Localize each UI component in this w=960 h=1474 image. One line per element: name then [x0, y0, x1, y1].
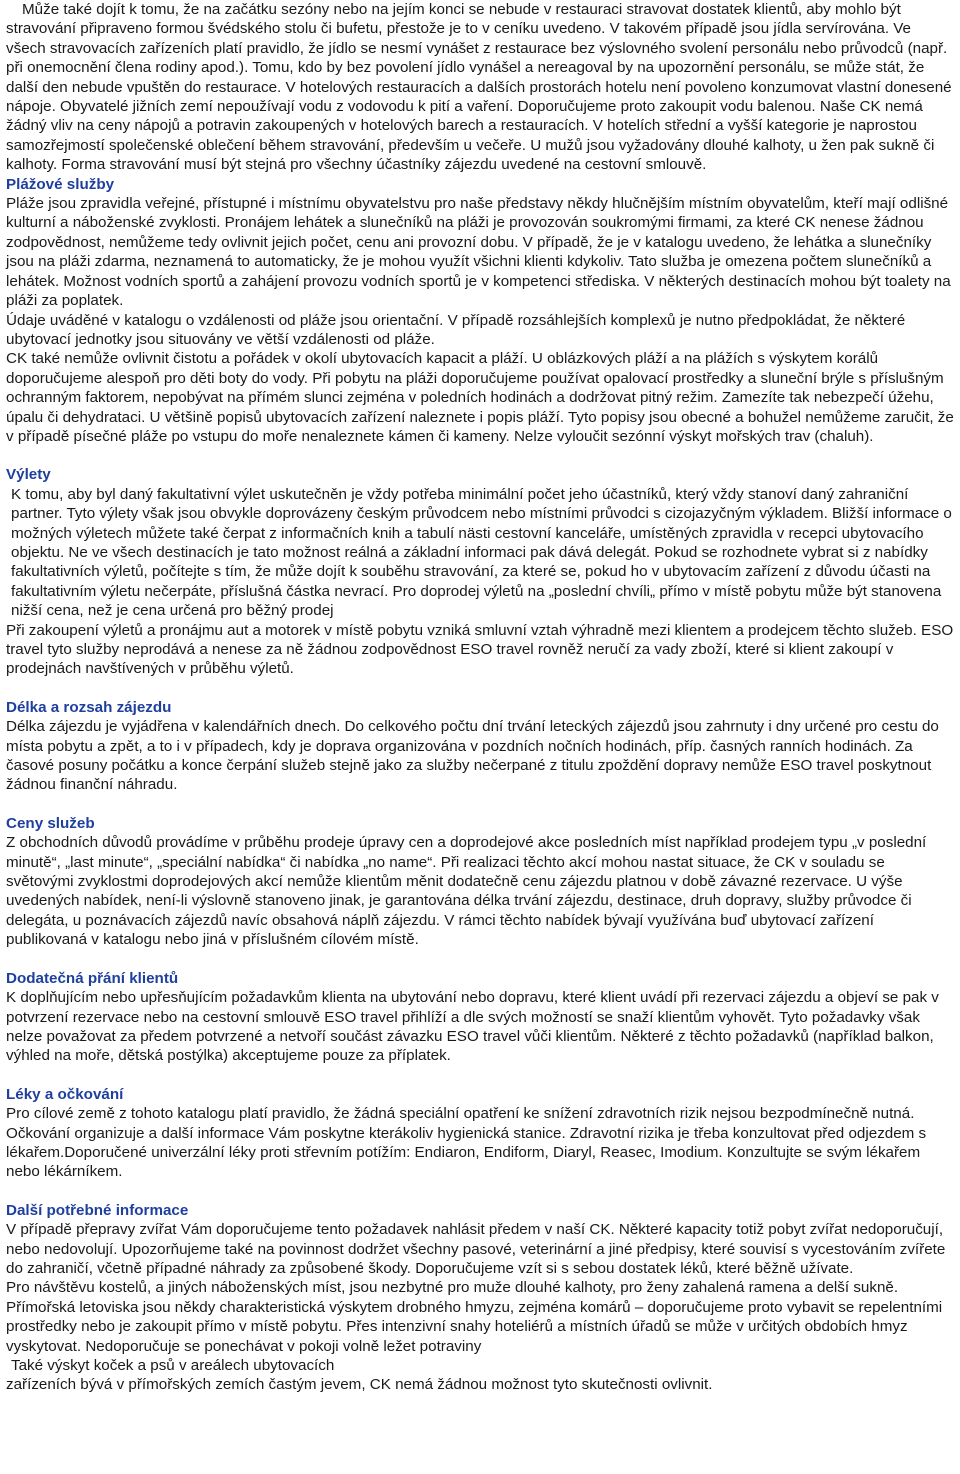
beach-paragraph-2: Údaje uváděné v katalogu o vzdálenosti od pláže jsou orientační. V případě rozsáhlejších komplexů je nutno předpokládat, že některé ubytovací jednotky jsou situovány ve větší vzdálenosti od pláže.	[6, 311, 906, 348]
heading-other: Další potřebné informace	[6, 1201, 189, 1219]
heading-length: Délka a rozsah zájezdu	[6, 698, 172, 716]
length-paragraph-1: Délka zájezdu je vyjádřena v kalendářních dnech. Do celkového počtu dní trvání leteckých zájezdů jsou zahrnuty i dny určené pro cestu do místa pobytu a zpět, a to i v případech, kdy je doprava organizována v pozdních nočních hodinách, příp. časných ranních hodinách. Za časové posuny počátku a konce čerpání služeb stejně jako za služby nečerpané z titulu zpoždění dopravy nemůže ESO travel poskytnout žádnou finanční náhradu.	[6, 718, 939, 794]
other-paragraph-1: V případě přepravy zvířat Vám doporučujeme tento požadavek nahlásit předem v naší CK. Některé kapacity totiž pobyt zvířat nedoporučují, nebo nedovolují. Upozorňujeme také na povinnost dodržet všechny pasové, veterinární a jiné předpisy, které souvisí s vycestováním zvířete do zahraničí, včetně případné náhrady za způsobené škody. Doporučujeme vzít si s sebou dostatek léků, které běžně užívate.	[6, 1221, 946, 1277]
heading-beach: Plážové služby	[6, 175, 115, 193]
heading-prices: Ceny služeb	[6, 814, 95, 832]
section-prices	[6, 814, 954, 950]
beach-paragraph-3: CK také nemůže ovlivnit čistotu a pořádek v okolí ubytovacích kapacit a pláží. U oblázkových pláží a na plážích s výskytem korálů doporučujeme alespoň pro děti boty do vody. Při pobytu na pláži doporučujeme používat opalovací prostředky a sluneční brýle s příslušným ochranným faktorem, nepobývat na přímém slunci zejména v poledních hodinách a dodržovat pitný režim. Zamezíte tak nebezpečí úžehu, úpalu či dehydrataci. U většině popisů ubytovacích zařízení naleznete i popis pláží. Tyto popisy jsou obecné a bohužel nemůžeme zaručit, že v případě písečné pláže po vstupu do moře nenaleznete kámen či kameny. Nelze vyloučit sezónní výskyt mořských trav (chaluh).	[6, 350, 954, 445]
section-medicine	[6, 1085, 954, 1182]
section-length	[6, 698, 954, 795]
section-wishes	[6, 969, 954, 1066]
other-paragraph-4: zařízeních bývá v přímořských zemích častým jevem, CK nemá žádnou možnost tyto skutečnosti ovlivnit.	[6, 1376, 713, 1394]
heading-medicine: Léky a očkování	[6, 1085, 124, 1103]
beach-paragraph-1: Pláže jsou zpravidla veřejné, přístupné i místnímu obyvatelstvu pro naše představy někdy hlučnějším místním obyvatelům, kteří mají odlišné kulturní a náboženské zvyklosti. Pronájem lehátek a slunečníků na pláži je provozován soukromými firmami, za které CK nenese žádnou zodpovědnost, nemůžeme tedy ovlivnit jejich počet, cenu ani provozní dobu. V případě, že je v katalogu uvedeno, že lehátka a slunečníky jsou na pláži zdarma, neznamená to automaticky, že je mohou využít všichni klienti kdykoliv. Tato služba je omezena počtem slunečníků a lehátek. Možnost vodních sportů a zahájení provozu vodních sportů je v kompetenci střediska. V některých destinacích mohou být toalety na pláži za poplatek.	[6, 195, 951, 310]
section-beach	[6, 175, 954, 447]
prices-paragraph-1: Z obchodních důvodů provádíme v průběhu prodeje úpravy cen a doprodejové akce posledních míst například prodejem typu „v poslední minutě“, „last minute“, „speciální nabídka“ či nabídka „no name“. Při realizaci těchto akcí mohou nastat situace, že CK v souladu se světovými zvyklostmi doprodejových akcí nemůže klientům měnit dodatečně cenu zájezdu platnou v době závazné rezervace. U výše uvedených nabídek, není-li výslovně stanoveno jinak, je garantována délka trvání zájezdu, destinace, druh dopravy, služby průvodce či delegáta, u poznávacích zájezdů navíc obsahová náplň zájezdu. V rámci těchto nabídek bývají využívána buď ubytovací zařízení publikovaná v katalogu nebo jiná v příslušném cílovém místě.	[6, 834, 927, 949]
section-trips	[6, 465, 954, 678]
trips-paragraph-2: Při zakoupení výletů a pronájmu aut a motorek v místě pobytu vzniká smluvní vztah výhradně mezi klientem a prodejcem těchto služeb. ESO travel tyto služby neprodává a nenese za ně žádnou zodpovědnost ESO travel rovněž neručí za vady zboží, které si klient zakoupí v prodejnách navštívených v průběhu výletů.	[6, 621, 954, 678]
other-paragraph-3: Také výskyt koček a psů v areálech ubytovacích	[11, 1357, 335, 1374]
heading-wishes: Dodatečná přání klientů	[6, 969, 179, 987]
medicine-paragraph-1: Pro cílové země z tohoto katalogu platí pravidlo, že žádná speciální opatření ke snížení zdravotních rizik nejsou bezpodmínečně nutná. Očkování organizuje a další informace Vám poskytne kterákoliv hygienická stanice. Zdravotní rizika je třeba konzultovat před odjezdem s lékařem.Doporučené univerzální léky proti střevním potížím: Endiaron, Endiform, Diaryl, Reasec, Imodium. Konzultujte se svým lékařem nebo lékárníkem.	[6, 1105, 927, 1181]
trips-paragraph-1: K tomu, aby byl daný fakultativní výlet uskutečněn je vždy potřeba minimální počet jeho účastníků, který vždy stanoví daný zahraniční partner. Tyto výlety však jsou obvykle doprovázeny českým průvodcem nebo místními průvodci s cizojazyčným výkladem. Bližší informace o možných výletech můžete také čerpat z informačních knih a tabulí nästi cestovní kanceláře, umístěných zpravidla v recepci ubytovacího objektu. Ne ve všech destinacích je tato možnost reálná a základní informaci pak dává delegát. Pokud se rozhodnete vybrat si z nabídky fakultativních výletů, počítejte s tím, že může dojít k souběhu stravování, za které se, pokud ho v ubytovacím zařízení z důvodu účasti na fakultativním výletu nečerpáte, příslušná částka nevrací. Pro doprodej výletů na „poslední chvíli„ přímo v místě pobytu může být stanovena nižší cena, než je cena určená pro běžný prodej	[11, 485, 952, 620]
intro-paragraph: Může také dojít k tomu, že na začátku sezóny nebo na jejím konci se nebude v restauraci stravovat dostatek klientů, aby mohlo být stravování připraveno formou švédského stolu či bufetu, přestože je to v ceníku uvedeno. V takovém případě jsou jídla servírována. Ve všech stravovacích zařízeních platí pravidlo, že jídlo se nesmí vynášet z restaurace bez výslovného svolení personálu nebo průvodců (např. při onemocnění člena rodiny apod.). Tomu, kdo by bez povolení jídlo vynášel a nereagoval by na upozornění personálu, se může stát, že další den nebude vpuštěn do restaurace. V hotelových restauracích a dalších prostorách hotelu není povoleno konzumovat vlastní donesené nápoje. Obyvatelé jižních zemí nepoužívají vodu z vodovodu k pití a vaření. Doporučujeme proto zakoupit vodu balenou. Naše CK nemá žádný vliv na ceny nápojů a potravin zakoupených v hotelových barech a restauracích. V hotelích střední a vyšší kategorie je naprostou samozřejmostí společenské oblečení během stravování, především u večeře. U mužů jsou vyžadovány dlouhé kalhoty, u žen pak sukně či kalhoty. Forma stravování musí být stejná pro všechny účastníky zájezdu uvedené na cestovní smlouvě.	[6, 1, 952, 174]
other-paragraph-2: Pro návštěvu kostelů, a jiných náboženských míst, jsou nezbytné pro muže dlouhé kalhoty, pro ženy zahalená ramena a delší sukně. Přímořská letoviska jsou někdy charakteristická výskytem drobného hmyzu, zejména komárů – doporučujeme proto vybavit se repelentními prostředky nebo je zakoupit přímo v místě pobytu. Přes intenzivní snahy hoteliérů a místních úřadů se může v určitých obdobích hmyz vyskytovat. Nedoporučuje se ponechávat v pokoji volně ležet potraviny	[6, 1279, 943, 1355]
heading-trips: Výlety	[6, 466, 51, 484]
section-other	[6, 1201, 954, 1395]
wishes-paragraph-1: K doplňujícím nebo upřesňujícím požadavkům klienta na ubytování nebo dopravu, které klient uvádí při rezervaci zájezdu a objeví se pak v potvrzení rezervace nebo na cestovní smlouvě ESO travel přihlíží a dle svých možností se snaží klientům vyhovět. Tyto požadavky však nelze považovat za předem potvrzené a netvoří součást závazku ESO travel vůči klientům. Některé z těchto požadavků (například balkon, výhled na moře, dětská postýlka) akceptujeme pouze za příplatek.	[6, 989, 939, 1065]
